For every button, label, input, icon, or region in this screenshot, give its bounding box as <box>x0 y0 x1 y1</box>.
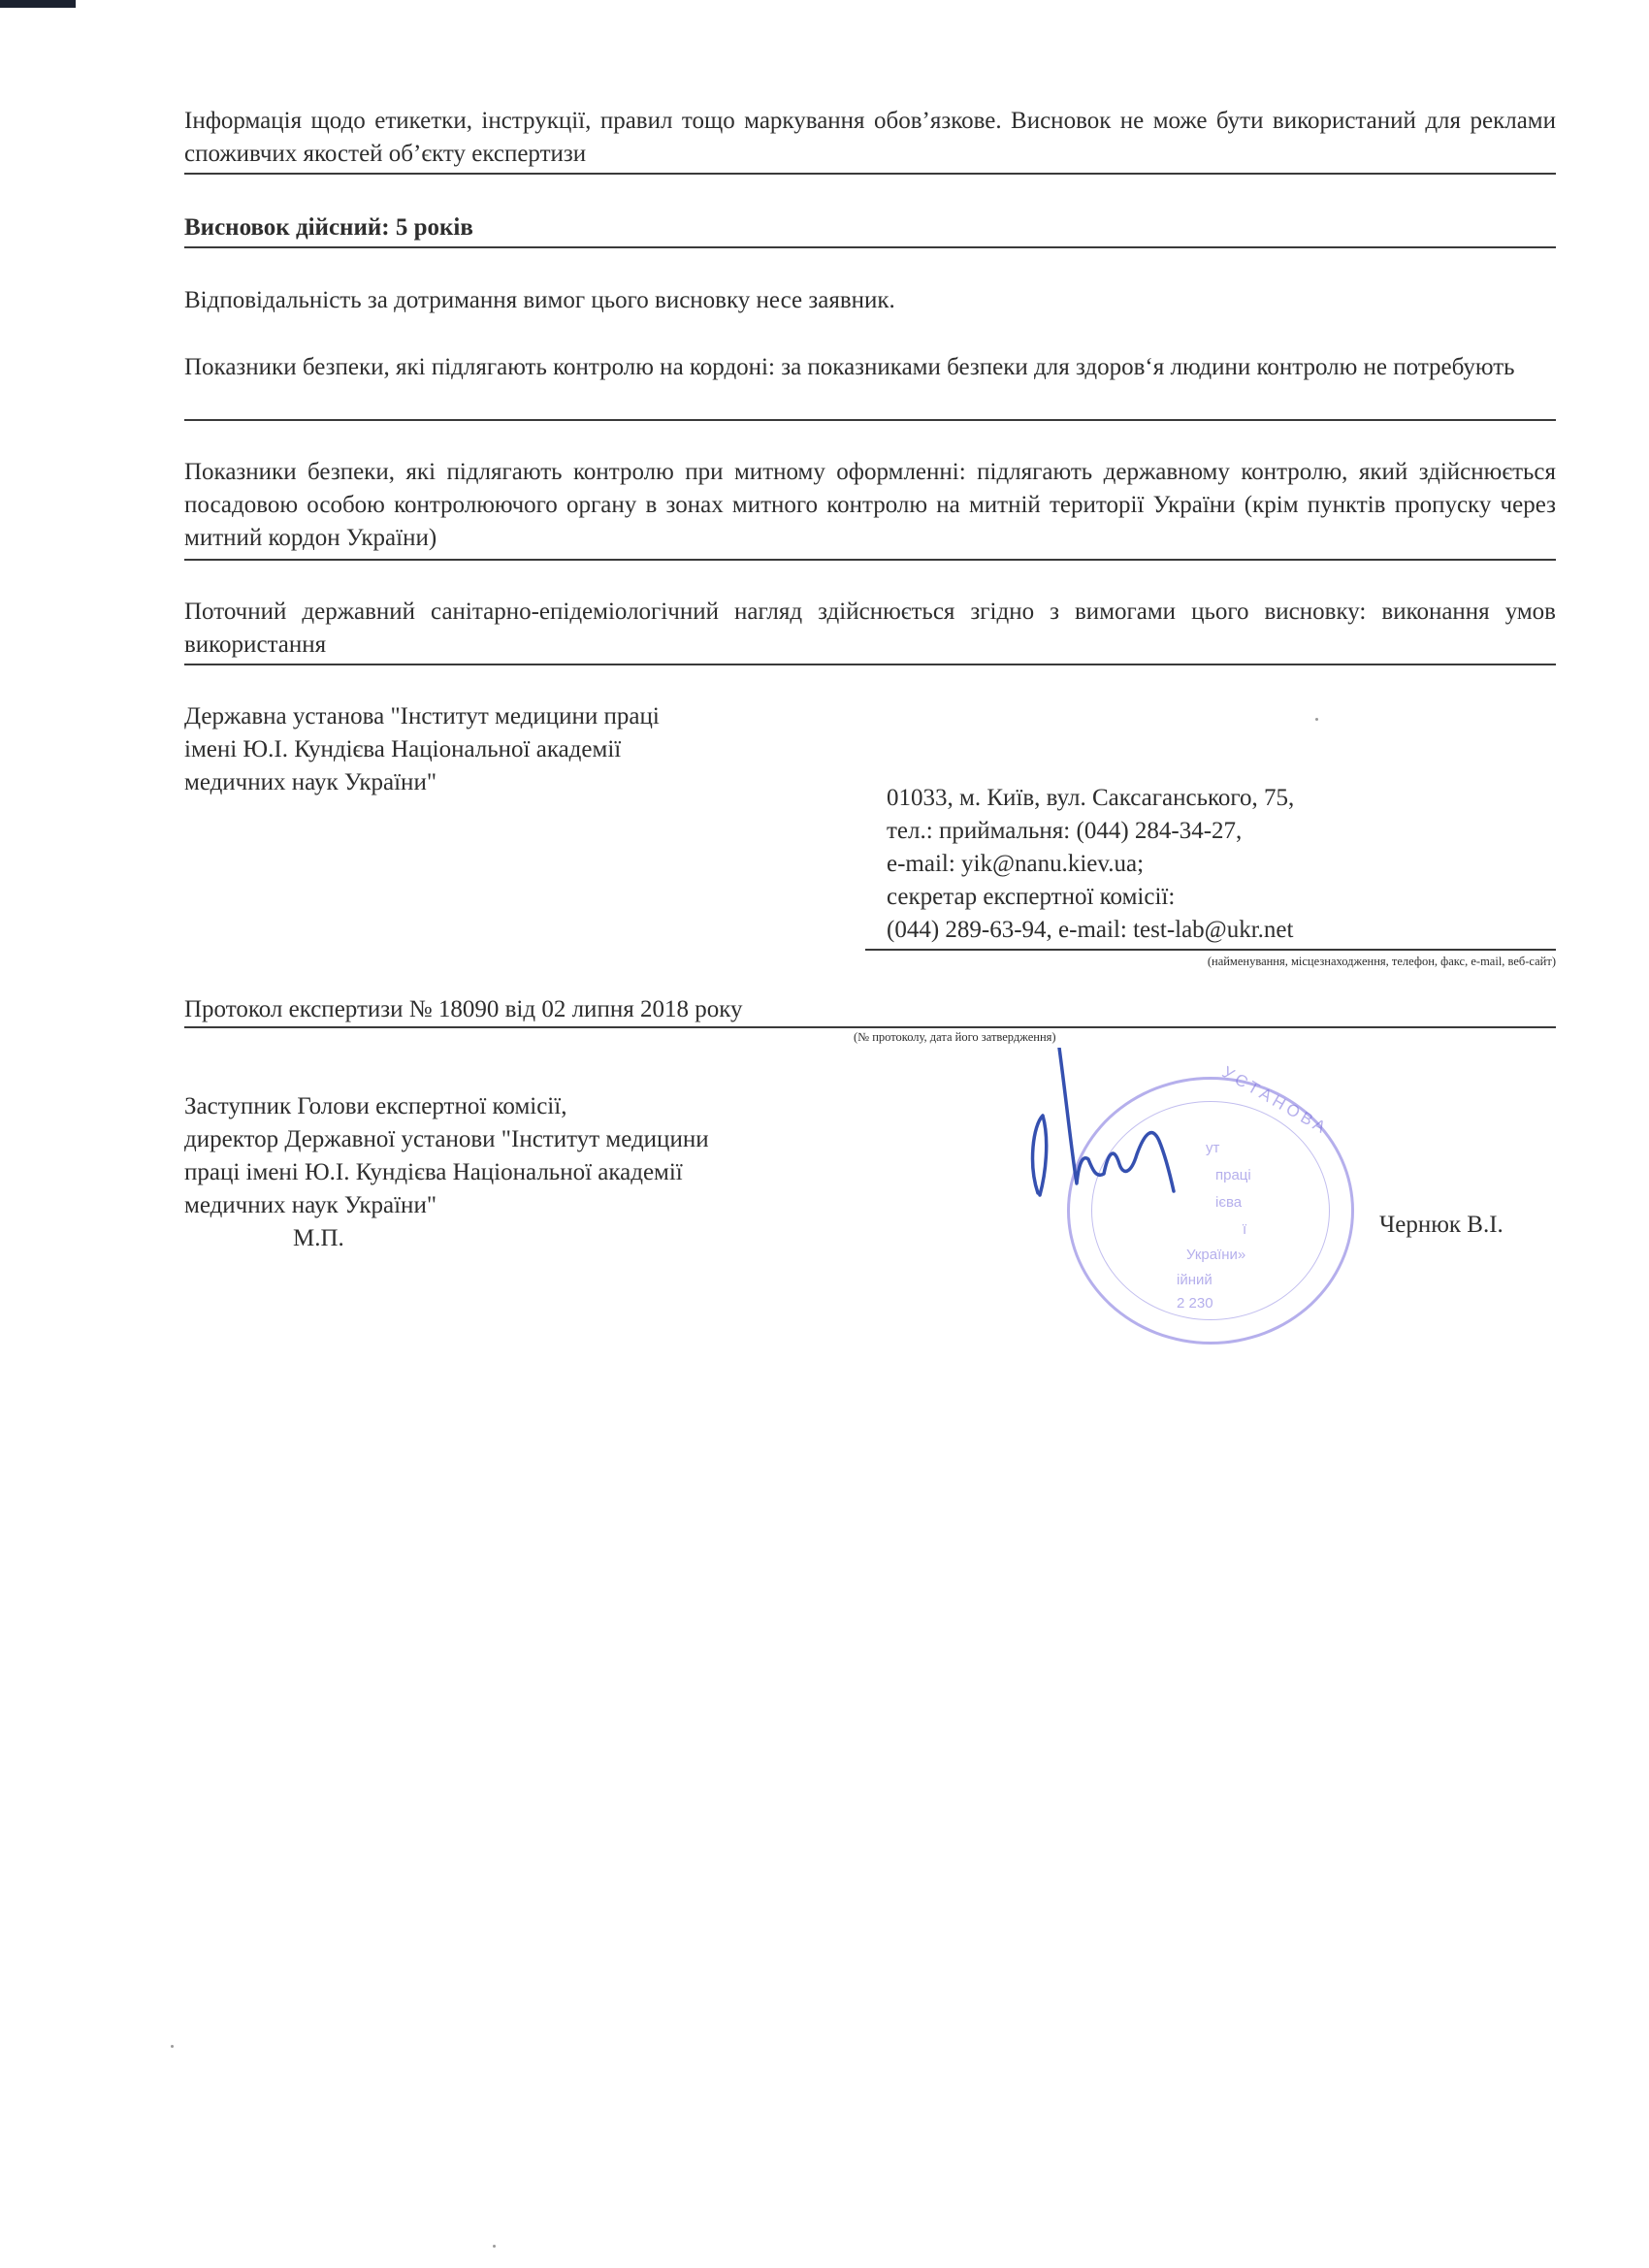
stamp-text-line: України» <box>1186 1247 1246 1263</box>
sanitary-supervision-statement: Поточний державний санітарно-епідеміологічний нагляд здійснюється згідно з вимогами цього висновку: виконання умов використання <box>184 599 1556 658</box>
divider <box>865 949 1556 951</box>
stamp-text-line: праці <box>1215 1167 1251 1183</box>
signature-icon <box>999 1048 1232 1242</box>
divider <box>184 246 1556 248</box>
seal-place-label: М.П. <box>293 1225 344 1251</box>
scan-corner-artifact <box>0 0 76 8</box>
contact-phone: тел.: приймальня: (044) 284-34-27, <box>887 818 1243 844</box>
institution-name-line: медичних наук України" <box>184 769 437 795</box>
institution-name-line: імені Ю.І. Кундієва Національної академії <box>184 736 622 762</box>
signatory-title-line: медичних наук України" <box>184 1192 437 1218</box>
stamp-ring-text: УСТАНОВА <box>1218 1062 1333 1139</box>
scan-speck <box>1315 718 1318 721</box>
contact-secretary-label: секретар експертної комісії: <box>887 884 1176 910</box>
stamp-text-line: ут <box>1206 1140 1220 1156</box>
stamp-text-line: 2 230 <box>1177 1295 1213 1312</box>
validity-statement: Висновок дійсний: 5 років <box>184 214 473 241</box>
protocol-reference: Протокол експертизи № 18090 від 02 липня 2018 року <box>184 996 743 1022</box>
institution-name-line: Державна установа "Інститут медицини праці <box>184 703 660 729</box>
scan-speck <box>493 2245 496 2248</box>
signatory-name: Чернюк В.І. <box>1379 1212 1504 1238</box>
border-control-statement: Показники безпеки, які підлягають контролю на кордоні: за показниками безпеки для здоров‘я людини контролю не потребують <box>184 354 1515 380</box>
stamp-text-line: ійний <box>1177 1272 1212 1288</box>
signatory-title-line: праці імені Ю.І. Кундієва Національної академії <box>184 1159 683 1185</box>
contact-address: 01033, м. Київ, вул. Саксаганського, 75, <box>887 785 1295 811</box>
labeling-notice: Інформація щодо етикетки, інструкції, правил тощо маркування обов’язкове. Висновок не може бути використаний для реклами споживчих якостей об’єкту експертизи <box>184 108 1556 167</box>
scan-speck <box>171 2045 174 2048</box>
stamp-text-line: ієва <box>1215 1194 1243 1211</box>
customs-control-statement: Показники безпеки, які підлягають контролю при митному оформленні: підлягають державному контролю, який здійснюється посадовою особою контролюючого органу в зонах митного контролю на митній території України (крім пунктів пропуску через митний кордон України) <box>184 459 1556 551</box>
divider <box>184 1026 1556 1028</box>
protocol-caption: (№ протоколу, дата його затвердження) <box>854 1030 1056 1044</box>
signatory-title-line: директор Державної установи "Інститут медицини <box>184 1126 709 1152</box>
contact-caption: (найменування, місцезнаходження, телефон, факс, e-mail, веб-сайт) <box>1207 955 1556 968</box>
divider <box>184 173 1556 175</box>
responsibility-statement: Відповідальність за дотримання вимог цього висновку несе заявник. <box>184 287 895 313</box>
stamp-text-line: ї <box>1243 1221 1247 1238</box>
divider <box>184 664 1556 665</box>
contact-secretary-details: (044) 289-63-94, e-mail: test-lab@ukr.net <box>887 917 1294 943</box>
divider <box>184 419 1556 421</box>
contact-email: e-mail: yik@nanu.kiev.ua; <box>887 851 1145 877</box>
divider <box>184 559 1556 561</box>
signatory-title-line: Заступник Голови експертної комісії, <box>184 1093 567 1119</box>
